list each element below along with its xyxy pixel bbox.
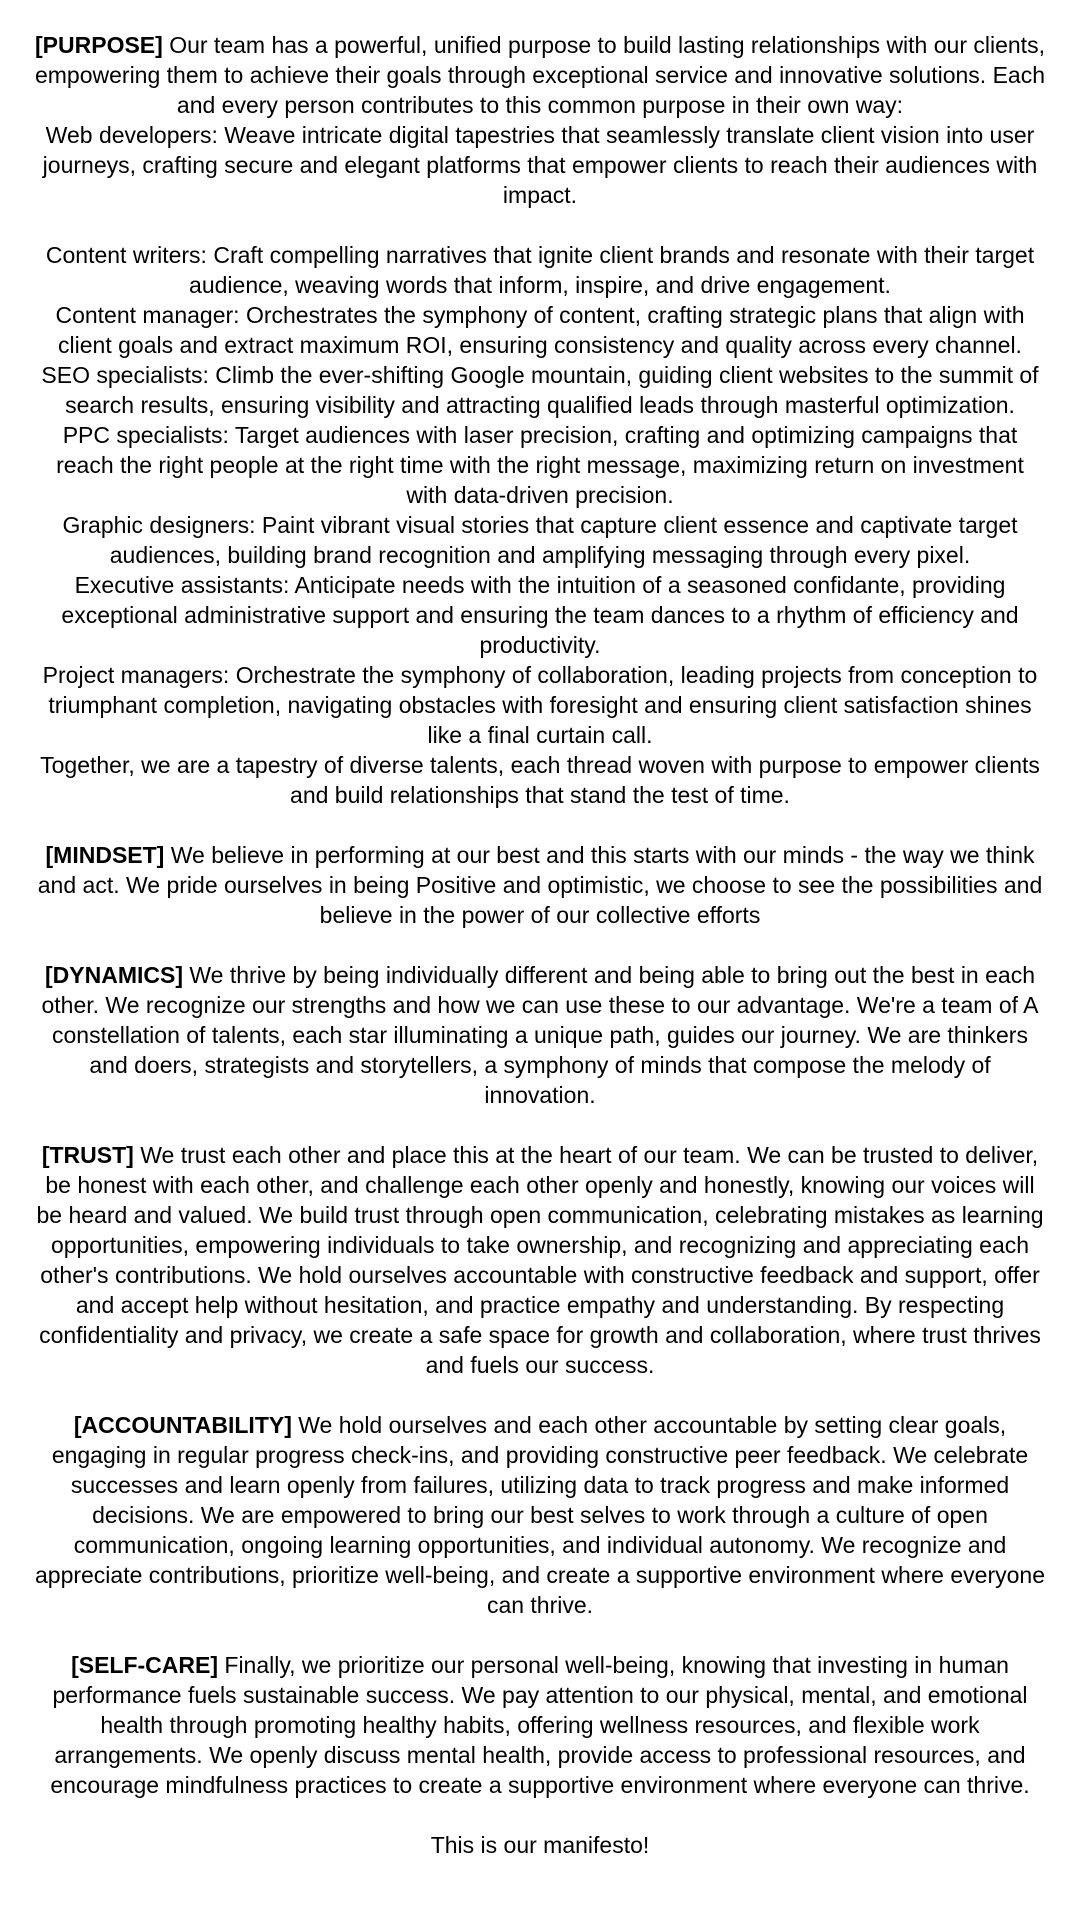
closing-line: This is our manifesto! [430, 1832, 650, 1858]
spacer [34, 1620, 1046, 1650]
mindset-text: We believe in performing at our best and this starts with our minds - the way we think and act. We pride ourselves in being Positive and optimistic, we choose to see the possibilities and believe in the power of our collective efforts [37, 842, 1043, 928]
role-ppc-specialists: PPC specialists: Target audiences with laser precision, crafting and optimizing campaigns that reach the right people at the right time with the right message, maximizing return on investment with data-driven precision. [56, 422, 1024, 508]
accountability-text: We hold ourselves and each other accountable by setting clear goals, engaging in regular progress check-ins, and providing constructive peer feedback. We celebrate successes and learn openly from failures, utilizing data to track progress and make informed decisions. We are empowered to bring our best selves to work through a culture of open communication, ongoing learning opportunities, and individual autonomy. We recognize and appreciate contributions, prioritize well-being, and create a supportive environment where everyone can thrive. [34, 1412, 1045, 1618]
selfcare-paragraph [34, 1650, 1046, 1800]
spacer [34, 210, 1046, 240]
purpose-summary: Together, we are a tapestry of diverse talents, each thread woven with purpose to empower clients and build relationships that stand the test of time. [40, 752, 1040, 808]
trust-paragraph [34, 1140, 1046, 1380]
mindset-paragraph [34, 840, 1046, 930]
role-graphic-designers: Graphic designers: Paint vibrant visual stories that capture client essence and captivate target audiences, building brand recognition and amplifying messaging through every pixel. [62, 512, 1018, 568]
trust-text: We trust each other and place this at the heart of our team. We can be trusted to deliver, be honest with each other, and challenge each other openly and honestly, knowing our voices will be heard and valued. We build trust through open communication, celebrating mistakes as learning opportunities, empowering individuals to take ownership, and recognizing and appreciating each other's contributions. We hold ourselves accountable with constructive feedback and support, offer and accept help without hesitation, and practice empathy and understanding. By respecting confidentiality and privacy, we create a safe space for growth and collaboration, where trust thrives and fuels our success. [36, 1142, 1044, 1378]
selfcare-text: Finally, we prioritize our personal well-being, knowing that investing in human performance fuels sustainable success. We pay attention to our physical, mental, and emotional health through promoting healthy habits, offering wellness resources, and flexible work arrangements. We openly discuss mental health, provide access to professional resources, and encourage mindfulness practices to create a supportive environment where everyone can thrive. [50, 1652, 1030, 1798]
role-seo-specialists: SEO specialists: Climb the ever-shifting Google mountain, guiding client websites to the summit of search results, ensuring visibility and attracting qualified leads through masterful optimization. [41, 362, 1039, 418]
spacer [34, 1380, 1046, 1410]
dynamics-text: We thrive by being individually different and being able to bring out the best in each other. We recognize our strengths and how we can use these to our advantage. We're a team of A constellation of talents, each star illuminating a unique path, guides our journey. We are thinkers and doers, strategists and storytellers, a symphony of minds that compose the melody of innovation. [41, 962, 1039, 1108]
role-content-writers: Content writers: Craft compelling narratives that ignite client brands and resonate with their target audience, weaving words that inform, inspire, and drive engagement. [45, 242, 1035, 298]
dynamics-paragraph [34, 960, 1046, 1110]
dynamics-heading: [DYNAMICS] [45, 962, 183, 988]
purpose-paragraph [34, 30, 1046, 120]
role-executive-assistants: Executive assistants: Anticipate needs with the intuition of a seasoned confidante, providing exceptional administrative support and ensuring the team dances to a rhythm of efficiency and productivity. [61, 572, 1019, 658]
spacer [34, 1800, 1046, 1830]
role-project-managers: Project managers: Orchestrate the symphony of collaboration, leading projects from conception to triumphant completion, navigating obstacles with foresight and ensuring client satisfaction shines like a final curtain call. [42, 662, 1038, 748]
trust-heading: [TRUST] [41, 1142, 134, 1168]
spacer [34, 1110, 1046, 1140]
purpose-heading: [PURPOSE] [35, 32, 163, 58]
accountability-heading: [ACCOUNTABILITY] [73, 1412, 292, 1438]
spacer [34, 810, 1046, 840]
selfcare-heading: [SELF-CARE] [71, 1652, 218, 1678]
spacer [34, 930, 1046, 960]
purpose-text: Our team has a powerful, unified purpose to build lasting relationships with our clients, empowering them to achieve their goals through exceptional service and innovative solutions. Each and every person contributes to this common purpose in their own way: [34, 32, 1046, 118]
role-content-manager: Content manager: Orchestrates the symphony of content, crafting strategic plans that align with client goals and extract maximum ROI, ensuring consistency and quality across every channel. [55, 302, 1025, 358]
mindset-heading: [MINDSET] [45, 842, 165, 868]
accountability-paragraph [34, 1410, 1046, 1620]
role-web-developers: Web developers: Weave intricate digital tapestries that seamlessly translate client vision into user journeys, crafting secure and elegant platforms that empower clients to reach their audiences with impact. [42, 122, 1038, 208]
